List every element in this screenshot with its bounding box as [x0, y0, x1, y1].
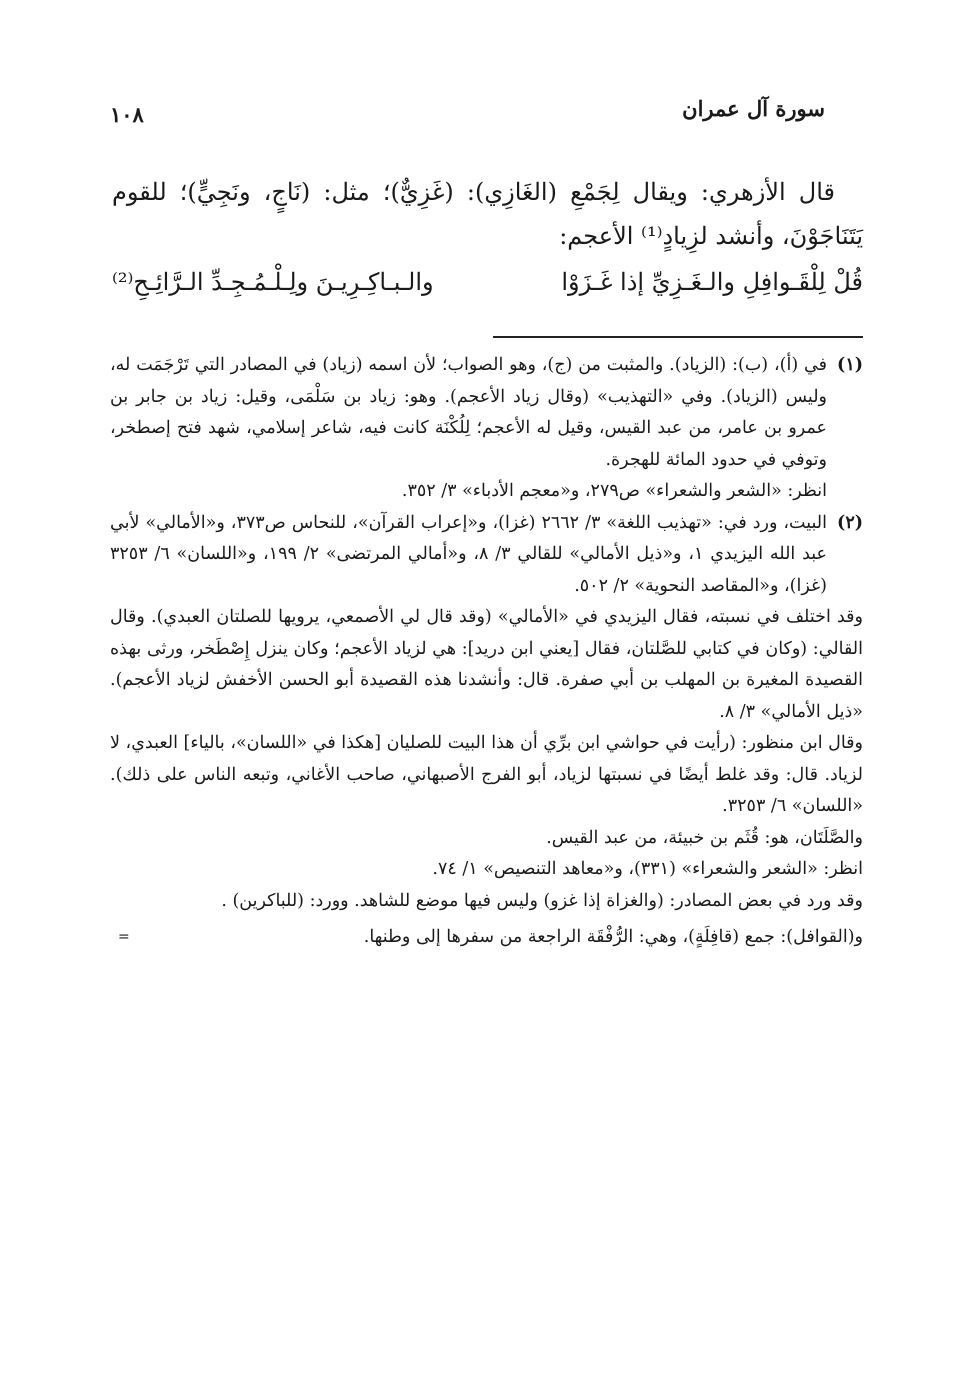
footnote-paragraph: البيت، ورد في: «تهذيب اللغة» ٣/ ٢٦٦٢ (غزا)، و«إعراب القرآن»، للنحاس ص٣٧٣، و«الأمالي» لأبي عبد الله اليزيدي ١، و«ذيل الأمالي» للقالي ٣/ ٨، و«أمالي المرتضى» ٢/ ١٩٩، و«اللسان» ٦/ ٣٢٥٣ (غزا)، و«المقاصد النحوية» ٢/ ٥٠٢.	[110, 512, 827, 596]
footnotes	[110, 350, 863, 954]
footnote-last-line	[110, 922, 863, 954]
continuation-mark: =	[118, 929, 130, 945]
verse-first-hemistich: قُلْ لِلْقَـوافِلِ والـغَـزِيِّ إذا غَـزَوْا	[561, 268, 863, 296]
running-title: سورة آل عمران	[682, 96, 825, 121]
main-text	[112, 170, 863, 304]
footnote-number: (٢)	[837, 512, 863, 533]
footnote-body	[110, 350, 827, 508]
footnote-paragraph: و(القوافل): جمع (قافِلَةٍ)، وهي: الرُّفْقَة الراجعة من سفرها إلى وطنها.	[363, 927, 863, 947]
footnote-number: (١)	[837, 355, 863, 375]
main-paragraph: قال الأزهري: ويقال لِجَمْعِ (الغَازِي): (غَزِيٌّ)؛ مثل: (نَاجٍ، ونَجِيٍّ)؛ للقوم يَتَنَاجَوْنَ، وأنشد لزِيادٍ⁽¹⁾ الأعجم:	[112, 178, 863, 250]
footnote-body	[110, 508, 827, 603]
verse-second-hemistich: والـبـاكِـرِيـنَ ولِـلْـمُـجِـدِّ الـرَّائِـحِ⁽²⁾	[112, 268, 434, 296]
page-number: ١٠٨	[110, 102, 144, 127]
footnote-paragraph: انظر: «الشعر والشعراء» ص٢٧٩، و«معجم الأدباء» ٣/ ٣٥٢.	[401, 481, 827, 501]
footnote-paragraph: وقد اختلف في نسبته، فقال اليزيدي في «الأمالي» (وقد قال لي الأصمعي، يرويها للصلتان العبدي). وقال القالي: (وكان في كتابي للصَّلتان، فقال [يعني ابن دريد]: هي لزياد الأعجم؛ وكان ينزل إِصْطَخر، ورثى بهذه القصيدة المغيرة بن المهلب بن أبي صفرة. قال: وأنشدنا هذه القصيدة أبو الحسن الأخفش لزياد الأعجم). «ذيل الأمالي» ٣/ ٨.	[110, 607, 863, 722]
footnote-2	[110, 508, 863, 603]
footnote-paragraph: وقال ابن منظور: (رأيت في حواشي ابن برِّي أن هذا البيت للصليان [هكذا في «اللسان»، بالياء] العبدي، لا لزياد. قال: وقد غلط أيضًا في نسبتها لزياد، أبو الفرج الأصبهاني، صاحب الأغاني، وتبعه الناس على ذلك). «اللسان» ٦/ ٣٢٥٣.	[110, 733, 863, 816]
footnote-paragraph: انظر: «الشعر والشعراء» (٣٣١)، و«معاهد التنصيص» ١/ ٧٤.	[432, 859, 863, 879]
footnote-paragraph: وقد ورد في بعض المصادر: (والغزاة إذا غزو) وليس فيها موضع للشاهد. وورد: (للباكرين) .	[221, 890, 863, 911]
poetry-verse	[112, 260, 863, 304]
footnote-separator	[493, 336, 863, 338]
footnote-paragraph: والصَّلَتَان، هو: قُثَم بن خبيئة، من عبد القيس.	[546, 827, 863, 848]
footnote-paragraph: في (أ)، (ب): (الزياد). والمثبت من (ج)، وهو الصواب؛ لأن اسمه (زياد) في المصادر التي تَرْجَمَت له، وليس (الزياد). وفي «التهذيب» (وقال زياد الأعجم). وهو: زياد بن سَلْمَى، وقيل: زياد بن جابر بن عمرو بن عامر، من عبد القيس، وقيل له الأعجم؛ لِلُكْنَة كانت فيه، شاعر إسلامي، شهد فتح إصطخر، وتوفي في حدود المائة للهجرة.	[110, 355, 827, 470]
page-header	[110, 88, 865, 136]
footnote-1	[110, 350, 863, 508]
